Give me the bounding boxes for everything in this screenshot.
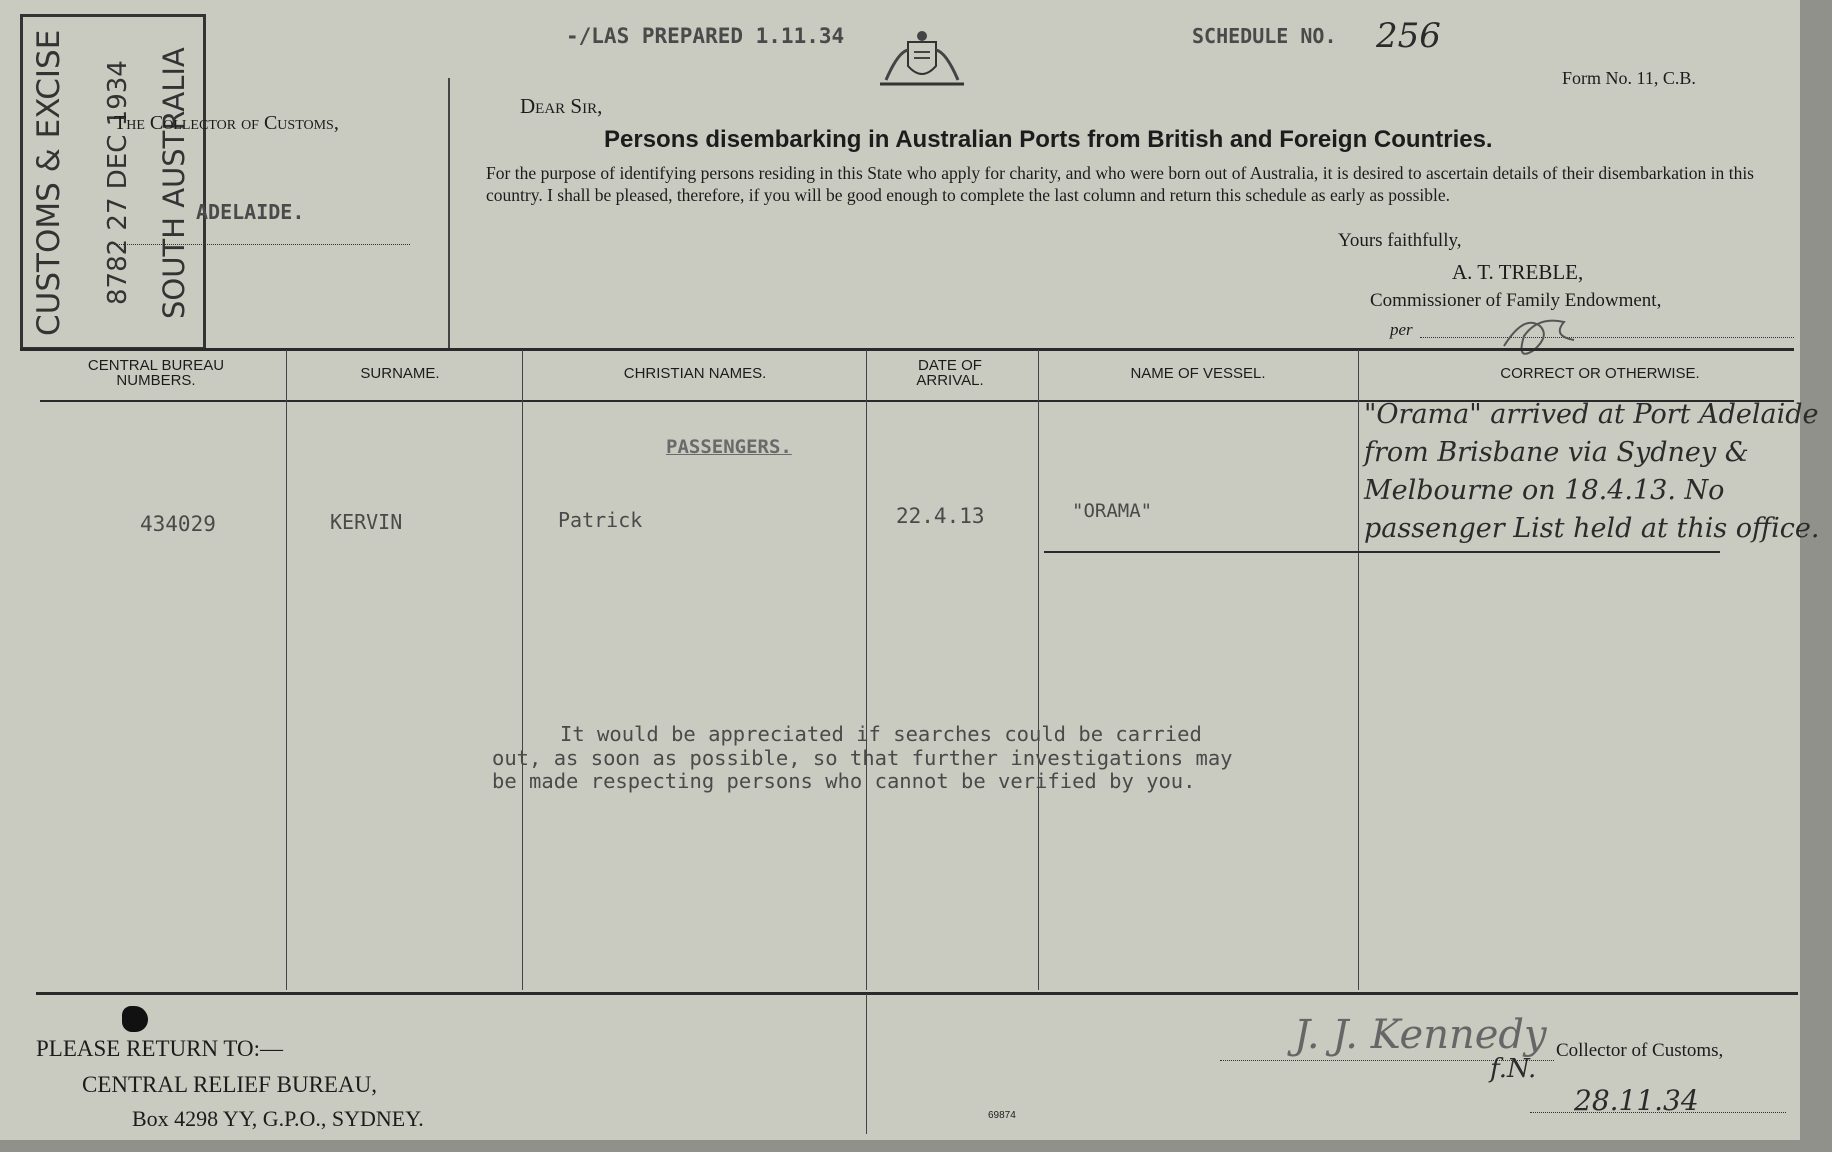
ink-blot — [122, 1006, 148, 1032]
signatory-name: A. T. TREBLE, — [1452, 260, 1584, 284]
col-header-christian: CHRISTIAN NAMES. — [623, 365, 767, 382]
col-divider-4 — [1038, 350, 1039, 990]
stamp-line-customs: CUSTOMS & EXCISE — [31, 29, 67, 337]
date-dotted-line — [1530, 1112, 1786, 1113]
row-number: 434029 — [140, 512, 216, 536]
note-line-3: be made respecting persons who cannot be verified by you. — [492, 769, 1196, 793]
col-header-numbers: CENTRAL BUREAU NUMBERS. — [87, 357, 225, 389]
col-divider-1 — [286, 350, 287, 990]
return-label: PLEASE RETURN TO:— — [36, 1036, 284, 1061]
collector-initials: f.N. — [1490, 1054, 1537, 1084]
coat-of-arms-icon — [872, 28, 972, 90]
schedule-label: SCHEDULE NO. — [1192, 24, 1337, 48]
row-christian: Patrick — [558, 508, 643, 532]
addressee-dotted-line — [114, 244, 410, 245]
col-header-correct: CORRECT OR OTHERWISE. — [1500, 365, 1700, 382]
stamp-line-state: SOUTH AUSTRALIA — [157, 47, 191, 319]
row-remark: "Orama" arrived at Port Adelaide from Brisbane via Sydney & Melbourne on 18.4.13. No passenger List held at this office. — [1364, 399, 1820, 544]
section-label: PASSENGERS. — [666, 436, 792, 458]
row-date: 22.4.13 — [896, 504, 985, 528]
letter-body: For the purpose of identifying persons residing in this State who apply for charity, and who were born out of Australia, it is desired to ascertain details of their disembarkation in this country. I shall be pleased, therefore, if you will be good enough to complete the last column and return this schedule as early as possible. — [486, 163, 1754, 205]
stamp-line-date: 8782 27 DEC 1934 — [103, 60, 133, 306]
return-line-1: CENTRAL RELIEF BUREAU, — [82, 1072, 377, 1097]
col-header-date: DATE OF ARRIVAL. — [916, 357, 984, 389]
row-underline — [1044, 551, 1720, 553]
letter-title: Persons disembarking in Australian Ports from British and Foreign Countries. — [604, 126, 1493, 153]
collector-dotted-line — [1220, 1060, 1554, 1061]
footer-divider — [866, 994, 867, 1134]
customs-stamp — [20, 14, 206, 350]
schedule-number: 256 — [1376, 16, 1441, 56]
header-divider — [448, 78, 450, 350]
per-signature-line — [1420, 337, 1794, 338]
per-label: per — [1390, 320, 1413, 339]
return-line-2: Box 4298 YY, G.P.O., SYDNEY. — [132, 1106, 424, 1131]
collector-date: 28.11.34 — [1574, 1084, 1699, 1117]
col-divider-2 — [522, 350, 523, 990]
col-divider-3 — [866, 350, 867, 990]
form-number: Form No. 11, C.B. — [1562, 68, 1696, 88]
col-header-vessel: NAME OF VESSEL. — [1130, 365, 1266, 382]
signatory-title: Commissioner of Family Endowment, — [1370, 290, 1662, 311]
col-divider-5 — [1358, 350, 1359, 990]
salutation: Dear Sir, — [520, 94, 603, 118]
per-initials-signature — [1494, 306, 1584, 366]
note-line-2: out, as soon as possible, so that further investigations may — [492, 746, 1233, 770]
col-header-surname: SURNAME. — [360, 365, 440, 382]
row-surname: KERVIN — [330, 510, 403, 534]
print-code: 69874 — [988, 1110, 1016, 1121]
addressee-city: ADELAIDE. — [196, 200, 305, 224]
closing: Yours faithfully, — [1338, 230, 1462, 251]
note-line-1: It would be appreciated if searches could be carried — [560, 722, 1202, 746]
addressee-title: The Collector of Customs, — [114, 112, 339, 134]
collector-label: Collector of Customs, — [1556, 1040, 1724, 1061]
footer-rule — [36, 992, 1798, 995]
collector-signature: J. J. Kennedy — [1294, 1012, 1547, 1058]
row-vessel: "ORAMA" — [1072, 500, 1153, 522]
prepared-note: -/LAS PREPARED 1.11.34 — [566, 24, 845, 48]
